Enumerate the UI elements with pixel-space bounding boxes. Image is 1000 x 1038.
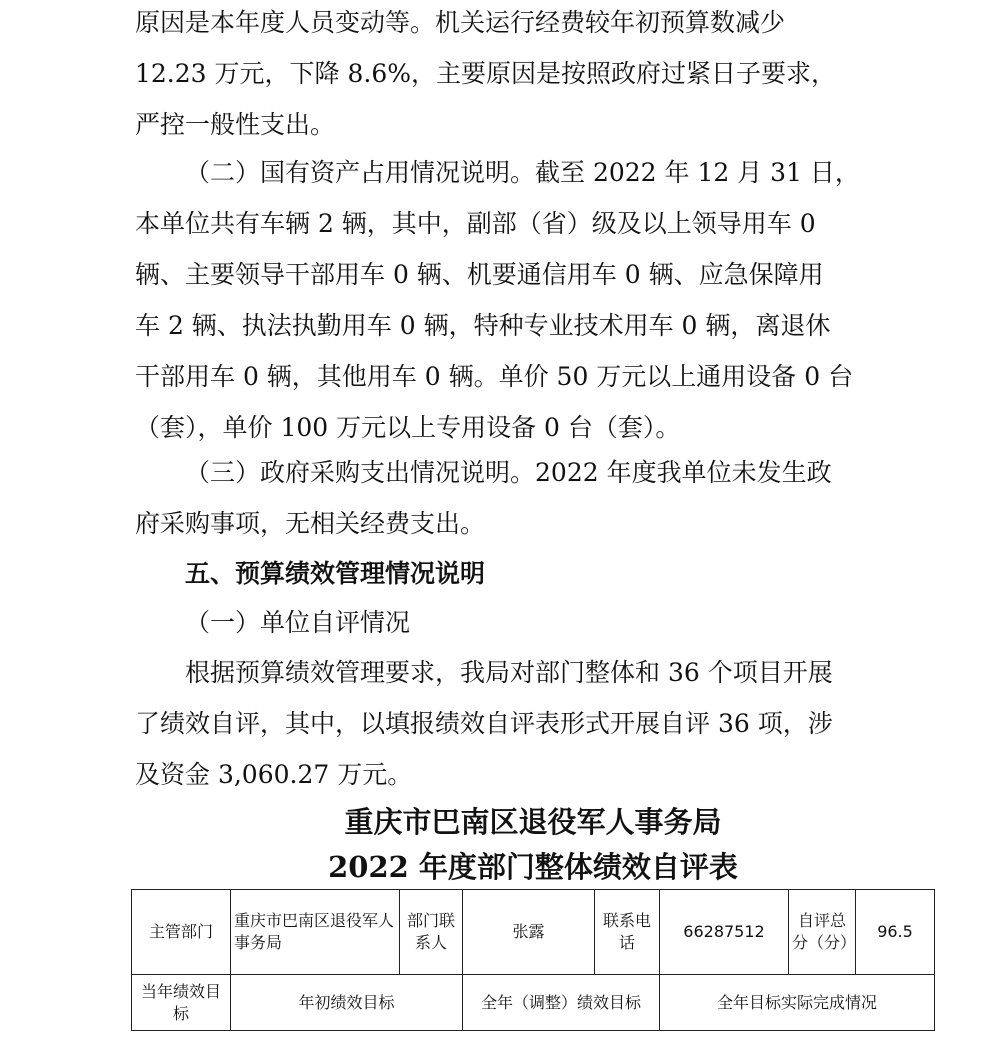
header-adjusted-target: 全年（调整）绩效目标 xyxy=(463,975,660,1031)
text-line: 严控一般性支出。 xyxy=(135,110,336,139)
paragraph-budget-change xyxy=(135,0,875,150)
text-line: 车 2 辆、执法执勤用车 0 辆，特种专业技术用车 0 辆，离退休 xyxy=(135,311,831,340)
text-line: （三）政府采购支出情况说明。2022 年度我单位未发生政 xyxy=(185,458,832,487)
text-line: 府采购事项，无相关经费支出。 xyxy=(135,509,486,538)
table-title-line1: 重庆市巴南区退役军人事务局 xyxy=(344,805,722,839)
table-row xyxy=(132,975,935,1031)
label-self-score: 自评总分（分） xyxy=(789,890,856,975)
subsection-heading: （一）单位自评情况 xyxy=(185,608,411,637)
section-heading: 五、预算绩效管理情况说明 xyxy=(185,559,486,588)
value-department: 重庆市巴南区退役军人事务局 xyxy=(231,890,400,975)
value-self-score: 96.5 xyxy=(856,890,935,975)
text-line: 了绩效自评，其中，以填报绩效自评表形式开展自评 36 项，涉 xyxy=(135,709,833,738)
label-contact-person: 部门联系人 xyxy=(400,890,463,975)
table-row xyxy=(132,890,935,975)
table-title-line2: 2022 年度部门整体绩效自评表 xyxy=(328,850,738,884)
text-line: 原因是本年度人员变动等。机关运行经费较年初预算数减少 xyxy=(135,8,786,37)
text-line: 根据预算绩效管理要求，我局对部门整体和 36 个项目开展 xyxy=(185,658,833,687)
text-line: 及资金 3,060.27 万元。 xyxy=(135,760,413,789)
text-line: （二）国有资产占用情况说明。截至 2022 年 12 月 31 日， xyxy=(185,158,860,187)
label-annual-target: 当年绩效目标 xyxy=(132,975,231,1031)
value-phone: 66287512 xyxy=(660,890,789,975)
paragraph-procurement xyxy=(135,447,875,549)
label-phone: 联系电话 xyxy=(595,890,660,975)
value-contact-person: 张露 xyxy=(463,890,595,975)
paragraph-self-evaluation xyxy=(135,647,875,800)
paragraph-state-assets xyxy=(135,147,875,453)
header-initial-target: 年初绩效目标 xyxy=(231,975,463,1031)
text-line: 干部用车 0 辆，其他用车 0 辆。单价 50 万元以上通用设备 0 台 xyxy=(135,362,854,391)
text-line: 辆、主要领导干部用车 0 辆、机要通信用车 0 辆、应急保障用 xyxy=(135,260,824,289)
performance-evaluation-table xyxy=(131,889,935,1031)
text-line: 12.23 万元，下降 8.6%，主要原因是按照政府过紧日子要求， xyxy=(135,59,836,88)
label-department: 主管部门 xyxy=(132,890,231,975)
text-line: （套），单价 100 万元以上专用设备 0 台（套）。 xyxy=(135,413,681,442)
text-line: 本单位共有车辆 2 辆，其中，副部（省）级及以上领导用车 0 xyxy=(135,209,816,238)
header-actual-completion: 全年目标实际完成情况 xyxy=(660,975,935,1031)
